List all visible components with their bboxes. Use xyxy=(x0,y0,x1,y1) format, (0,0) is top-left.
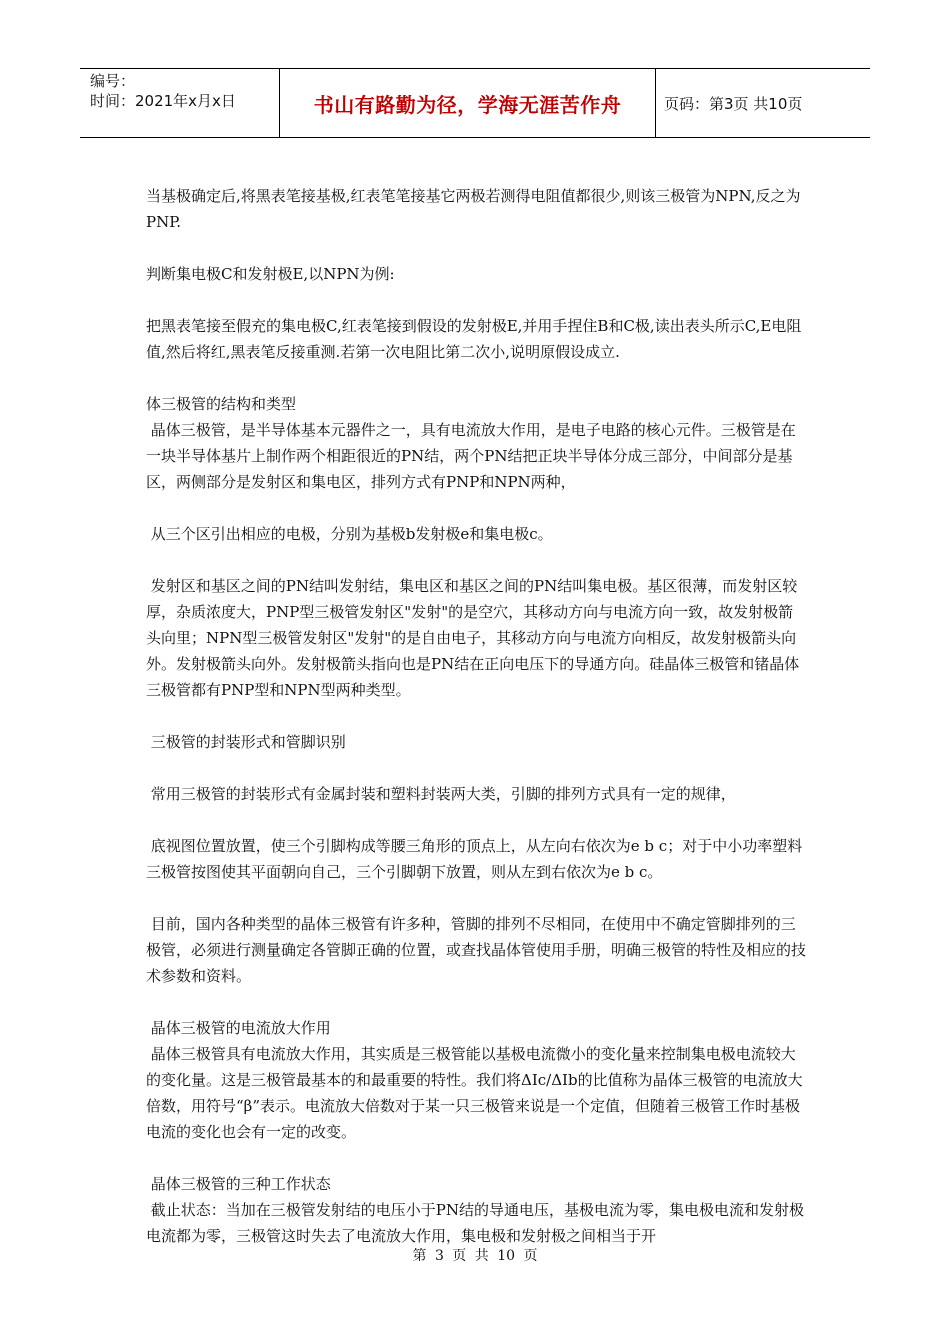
paragraph: 晶体三极管的三种工作状态 xyxy=(146,1175,331,1193)
paragraph-gap xyxy=(146,807,806,833)
paragraph: 体三极管的结构和类型 xyxy=(146,395,297,413)
paragraph-gap xyxy=(146,755,806,781)
paragraph: 把黑表笔接至假充的集电极C,红表笔接到假设的发射极E,并用手捏住B和C极,读出表头所示C,E电阻值,然后将红,黑表笔反接重测.若第一次电阻比第二次小,说明原假设成立. xyxy=(146,317,802,361)
paragraph: 三极管的封装形式和管脚识别 xyxy=(146,733,346,751)
paragraph-gap xyxy=(146,703,806,729)
paragraph: 发射区和基区之间的PN结叫发射结，集电区和基区之间的PN结叫集电极。基区很薄，而发射区较厚，杂质浓度大，PNP型三极管发射区"发射"的是空穴，其移动方向与电流方向一致，故发射极箭头向里；NPN型三极管发射区"发射"的是自由电子，其移动方向与电流方向相反，故发射极箭头向外。发射极箭头向外。发射极箭头指向也是PN结在正向电压下的导通方向。硅晶体三极管和锗晶体三极管都有PNP型和NPN型两种类型。 xyxy=(146,577,800,699)
doc-time-label: 时间：2021年x月x日 xyxy=(90,92,236,110)
paragraph-gap xyxy=(146,885,806,911)
header-divider-right xyxy=(655,69,656,137)
paragraph: 底视图位置放置，使三个引脚构成等腰三角形的顶点上，从左向右依次为e b c；对于中小功率塑料三极管按图使其平面朝向自己，三个引脚朝下放置，则从左到右依次为e b c。 xyxy=(146,837,803,881)
doc-number-label: 编号： xyxy=(90,72,136,90)
paragraph: 从三个区引出相应的电极，分别为基极b发射极e和集电极c。 xyxy=(146,525,553,543)
paragraph: 常用三极管的封装形式有金属封装和塑料封装两大类，引脚的排列方式具有一定的规律， xyxy=(146,785,736,803)
paragraph: 当基极确定后,将黑表笔接基极,红表笔笔接基它两极若测得电阻值都很少,则该三极管为NPN,反之为PNP. xyxy=(146,187,801,231)
paragraph-gap xyxy=(146,235,806,261)
paragraph: 晶体三极管的电流放大作用 xyxy=(146,1019,331,1037)
header-page-info: 页码：第3页 共10页 xyxy=(664,94,803,113)
header-motto: 书山有路勤为径，学海无涯苦作舟 xyxy=(313,92,622,117)
paragraph-gap xyxy=(146,547,806,573)
paragraph: 目前，国内各种类型的晶体三极管有许多种，管脚的排列不尽相同，在使用中不确定管脚排列的三极管，必须进行测量确定各管脚正确的位置，或查找晶体管使用手册，明确三极管的特性及相应的技术参数和资料。 xyxy=(146,915,807,985)
paragraph-gap xyxy=(146,287,806,313)
page-footer: 第 3 页 共 10 页 xyxy=(412,1248,538,1264)
paragraph-gap xyxy=(146,989,806,1015)
page-header xyxy=(80,68,870,138)
paragraph: 晶体三极管，是半导体基本元器件之一，具有电流放大作用，是电子电路的核心元件。三极管是在一块半导体基片上制作两个相距很近的PN结，两个PN结把正块半导体分成三部分，中间部分是基区，两侧部分是发射区和集电区，排列方式有PNP和NPN两种， xyxy=(146,421,796,491)
paragraph-gap xyxy=(146,495,806,521)
document-body xyxy=(146,183,806,1249)
paragraph: 截止状态：当加在三极管发射结的电压小于PN结的导通电压，基极电流为零，集电极电流和发射极电流都为零，三极管这时失去了电流放大作用，集电极和发射极之间相当于开 xyxy=(146,1201,805,1245)
header-meta xyxy=(90,71,278,111)
paragraph-gap xyxy=(146,365,806,391)
paragraph: 晶体三极管具有电流放大作用，其实质是三极管能以基极电流微小的变化量来控制集电极电流较大的变化量。这是三极管最基本的和最重要的特性。我们将ΔIc/ΔIb的比值称为晶体三极管的电流放大倍数，用符号“β”表示。电流放大倍数对于某一只三极管来说是一个定值，但随着三极管工作时基极电流的变化也会有一定的改变。 xyxy=(146,1045,803,1141)
paragraph-gap xyxy=(146,1145,806,1171)
paragraph: 判断集电极C和发射极E,以NPN为例: xyxy=(146,265,395,283)
